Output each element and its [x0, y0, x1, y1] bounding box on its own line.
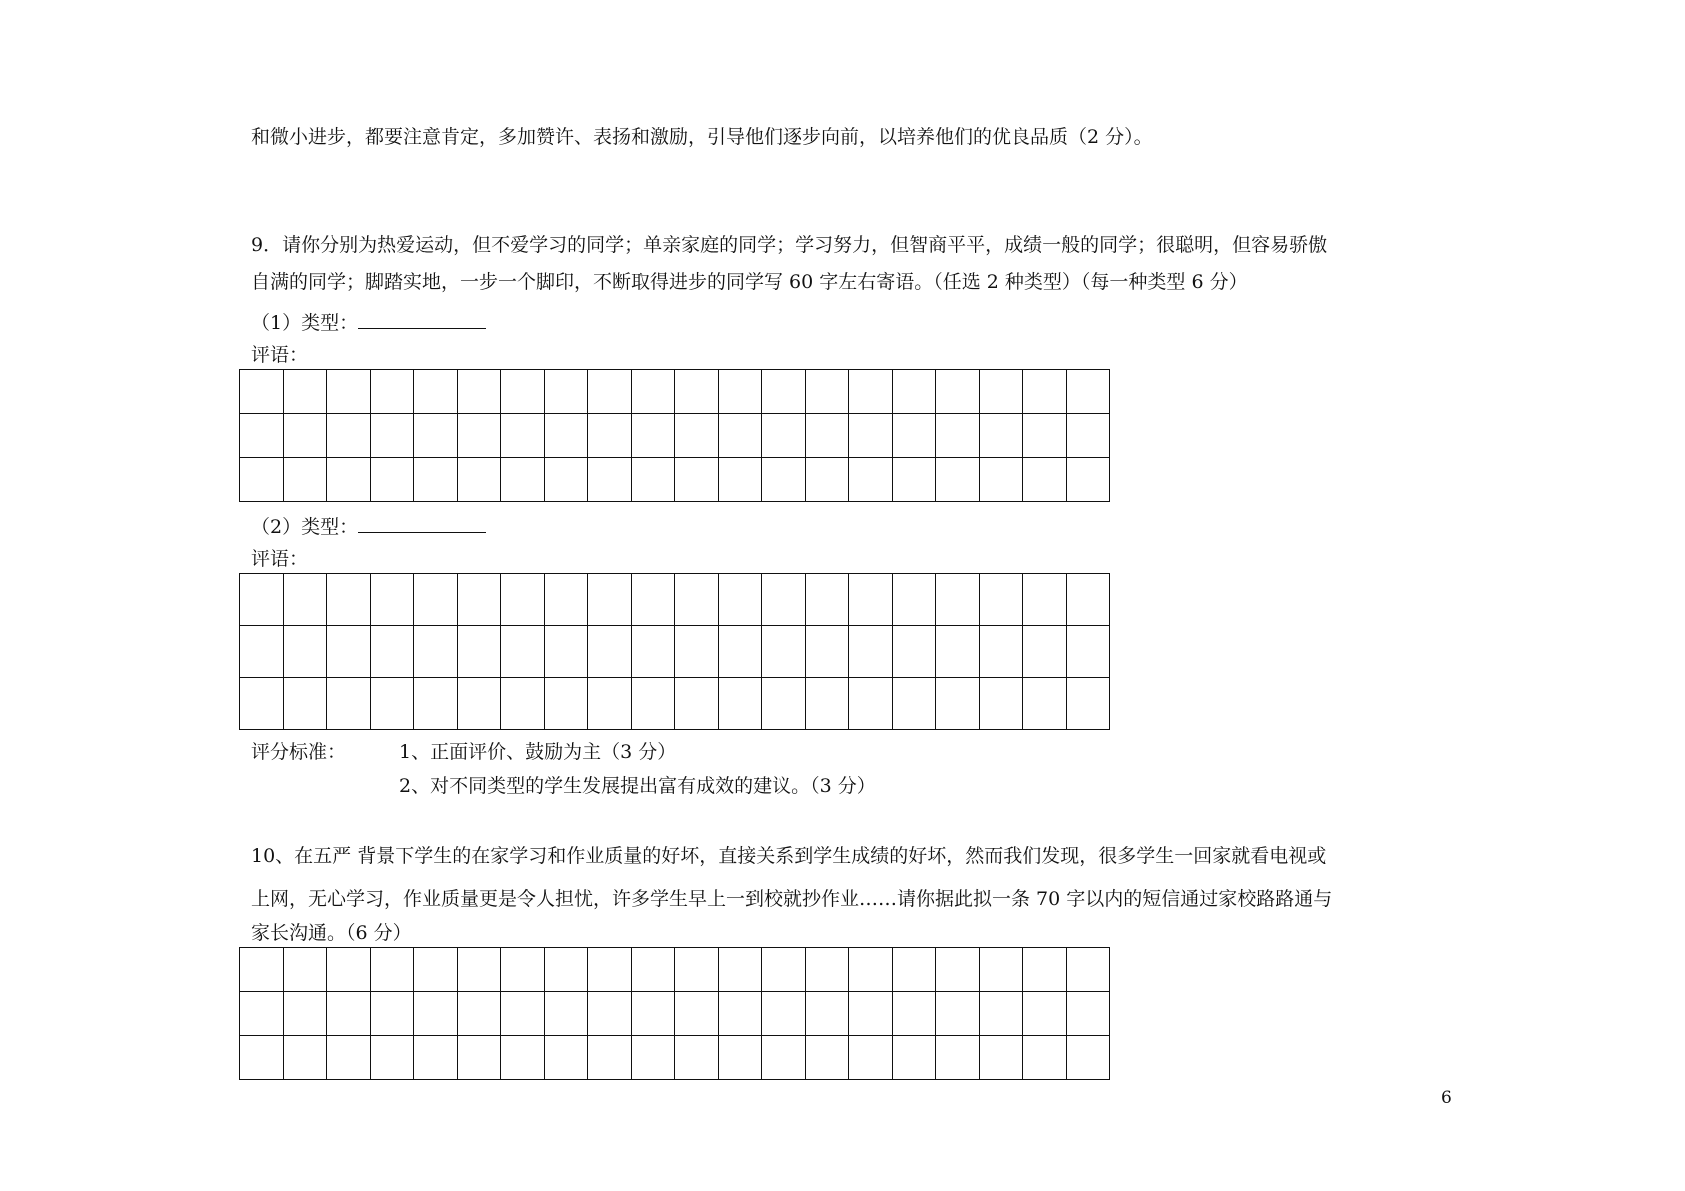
grid-cell[interactable]: [414, 414, 458, 458]
grid-cell[interactable]: [414, 1036, 458, 1080]
grid-cell[interactable]: [457, 1036, 501, 1080]
grid-cell[interactable]: [457, 678, 501, 730]
grid-cell[interactable]: [1023, 948, 1067, 992]
grid-cell[interactable]: [240, 414, 284, 458]
grid-cell[interactable]: [370, 948, 414, 992]
grid-cell[interactable]: [240, 948, 284, 992]
grid-cell[interactable]: [979, 414, 1023, 458]
answer-grid-2-body: [240, 574, 1110, 730]
grid-cell[interactable]: [327, 992, 371, 1036]
grid-cell[interactable]: [544, 626, 588, 678]
grid-cell[interactable]: [762, 992, 806, 1036]
grid-cell[interactable]: [370, 574, 414, 626]
grid-cell[interactable]: [457, 992, 501, 1036]
grid-cell[interactable]: [675, 678, 719, 730]
grid-cell[interactable]: [849, 370, 893, 414]
grid-row: [240, 992, 1110, 1036]
grid-cell[interactable]: [544, 992, 588, 1036]
grid-cell[interactable]: [936, 678, 980, 730]
grid-cell[interactable]: [283, 992, 327, 1036]
grid-cell[interactable]: [979, 678, 1023, 730]
grid-cell[interactable]: [544, 948, 588, 992]
answer-grid-2[interactable]: [239, 573, 1110, 730]
grid-cell[interactable]: [718, 1036, 762, 1080]
grid-cell[interactable]: [892, 1036, 936, 1080]
grid-cell[interactable]: [805, 458, 849, 502]
type2-blank[interactable]: [358, 515, 486, 533]
grid-cell[interactable]: [936, 1036, 980, 1080]
grid-cell[interactable]: [1066, 370, 1110, 414]
grid-cell[interactable]: [588, 948, 632, 992]
grid-cell[interactable]: [370, 626, 414, 678]
grid-cell[interactable]: [936, 626, 980, 678]
grid-cell[interactable]: [457, 948, 501, 992]
grid-cell[interactable]: [327, 626, 371, 678]
grid-cell[interactable]: [283, 414, 327, 458]
grid-cell[interactable]: [240, 1036, 284, 1080]
grid-cell[interactable]: [457, 458, 501, 502]
grid-cell[interactable]: [762, 370, 806, 414]
grid-row: [240, 948, 1110, 992]
grid-cell[interactable]: [501, 574, 545, 626]
grid-cell[interactable]: [501, 992, 545, 1036]
grid-cell[interactable]: [240, 458, 284, 502]
grid-row: [240, 458, 1110, 502]
answer-grid-1-body: [240, 370, 1110, 502]
answer-grid-3[interactable]: [239, 947, 1110, 1080]
grid-cell[interactable]: [631, 1036, 675, 1080]
grid-cell[interactable]: [892, 370, 936, 414]
grid-cell[interactable]: [283, 574, 327, 626]
grid-cell[interactable]: [327, 370, 371, 414]
grid-cell[interactable]: [805, 370, 849, 414]
grid-cell[interactable]: [544, 458, 588, 502]
type1-blank[interactable]: [358, 311, 486, 329]
grid-cell[interactable]: [762, 948, 806, 992]
grid-cell[interactable]: [370, 370, 414, 414]
grid-cell[interactable]: [327, 574, 371, 626]
grid-cell[interactable]: [718, 370, 762, 414]
grid-cell[interactable]: [1023, 678, 1067, 730]
grid-cell[interactable]: [1066, 678, 1110, 730]
grid-cell[interactable]: [588, 370, 632, 414]
grid-cell[interactable]: [805, 1036, 849, 1080]
grid-cell[interactable]: [588, 574, 632, 626]
grid-cell[interactable]: [805, 626, 849, 678]
grid-cell[interactable]: [370, 678, 414, 730]
grid-cell[interactable]: [762, 414, 806, 458]
grid-cell[interactable]: [675, 1036, 719, 1080]
grid-cell[interactable]: [762, 574, 806, 626]
grid-cell[interactable]: [718, 992, 762, 1036]
grid-row: [240, 574, 1110, 626]
grid-cell[interactable]: [1023, 626, 1067, 678]
grid-cell[interactable]: [588, 414, 632, 458]
q9-type1: [251, 311, 486, 333]
grid-cell[interactable]: [501, 948, 545, 992]
grid-cell[interactable]: [718, 414, 762, 458]
grid-row: [240, 678, 1110, 730]
grid-cell[interactable]: [501, 370, 545, 414]
grid-cell[interactable]: [1066, 1036, 1110, 1080]
type1-label: （1）类型：: [251, 312, 359, 334]
grid-cell[interactable]: [805, 414, 849, 458]
grid-cell[interactable]: [544, 678, 588, 730]
q9-comment1-label: 评语：: [251, 344, 309, 366]
grid-cell[interactable]: [327, 678, 371, 730]
grid-cell[interactable]: [979, 574, 1023, 626]
grid-cell[interactable]: [414, 948, 458, 992]
grid-cell[interactable]: [1066, 992, 1110, 1036]
grid-cell[interactable]: [675, 458, 719, 502]
grid-cell[interactable]: [979, 1036, 1023, 1080]
grid-cell[interactable]: [805, 574, 849, 626]
grid-cell[interactable]: [892, 992, 936, 1036]
grid-cell[interactable]: [501, 1036, 545, 1080]
grid-cell[interactable]: [805, 992, 849, 1036]
grid-cell[interactable]: [544, 574, 588, 626]
grid-cell[interactable]: [414, 574, 458, 626]
grid-cell[interactable]: [631, 626, 675, 678]
grid-cell[interactable]: [762, 678, 806, 730]
grid-cell[interactable]: [283, 458, 327, 502]
grid-cell[interactable]: [457, 626, 501, 678]
grid-cell[interactable]: [544, 370, 588, 414]
grid-cell[interactable]: [283, 1036, 327, 1080]
grid-cell[interactable]: [936, 574, 980, 626]
page-number: 6: [1441, 1088, 1452, 1108]
grid-cell[interactable]: [544, 414, 588, 458]
grid-cell[interactable]: [979, 626, 1023, 678]
grid-cell[interactable]: [631, 458, 675, 502]
grid-cell[interactable]: [588, 992, 632, 1036]
answer-grid-1[interactable]: [239, 369, 1110, 502]
grid-cell[interactable]: [718, 626, 762, 678]
grid-cell[interactable]: [588, 678, 632, 730]
grid-cell[interactable]: [849, 1036, 893, 1080]
grid-cell[interactable]: [1066, 626, 1110, 678]
grid-cell[interactable]: [544, 1036, 588, 1080]
grid-cell[interactable]: [718, 948, 762, 992]
grid-row: [240, 1036, 1110, 1080]
scoring-item-1: 1、正面评价、鼓励为主（3 分）: [399, 741, 677, 763]
grid-cell[interactable]: [414, 678, 458, 730]
q10-line1: 10、在五严 背景下学生的在家学习和作业质量的好坏，直接关系到学生成绩的好坏，然而我们发现，很多学生一回家就看电视或: [251, 845, 1327, 867]
grid-cell[interactable]: [501, 458, 545, 502]
grid-cell[interactable]: [1066, 414, 1110, 458]
q9-line2: 自满的同学；脚踏实地，一步一个脚印，不断取得进步的同学写 60 字左右寄语。（任选 2 种类型）（每一种类型 6 分）: [251, 271, 1248, 293]
continuation-line: 和微小进步，都要注意肯定，多加赞许、表扬和激励，引导他们逐步向前，以培养他们的优良品质（2 分）。: [251, 126, 1153, 148]
scoring-item-2: 2、对不同类型的学生发展提出富有成效的建议。（3 分）: [399, 775, 876, 797]
grid-cell[interactable]: [370, 992, 414, 1036]
grid-cell[interactable]: [240, 992, 284, 1036]
grid-cell[interactable]: [849, 414, 893, 458]
grid-cell[interactable]: [414, 458, 458, 502]
grid-cell[interactable]: [414, 992, 458, 1036]
grid-cell[interactable]: [675, 948, 719, 992]
grid-cell[interactable]: [327, 1036, 371, 1080]
grid-cell[interactable]: [414, 626, 458, 678]
grid-cell[interactable]: [892, 948, 936, 992]
grid-cell[interactable]: [240, 574, 284, 626]
grid-cell[interactable]: [631, 948, 675, 992]
grid-cell[interactable]: [849, 992, 893, 1036]
grid-cell[interactable]: [675, 574, 719, 626]
grid-cell[interactable]: [849, 574, 893, 626]
q9-comment2-label: 评语：: [251, 548, 309, 570]
grid-cell[interactable]: [501, 678, 545, 730]
grid-cell[interactable]: [762, 626, 806, 678]
grid-row: [240, 626, 1110, 678]
grid-cell[interactable]: [805, 948, 849, 992]
answer-grid-3-body: [240, 948, 1110, 1080]
grid-cell[interactable]: [1023, 1036, 1067, 1080]
grid-cell[interactable]: [631, 414, 675, 458]
grid-cell[interactable]: [936, 948, 980, 992]
grid-cell[interactable]: [675, 414, 719, 458]
grid-cell[interactable]: [283, 626, 327, 678]
grid-row: [240, 414, 1110, 458]
grid-cell[interactable]: [675, 992, 719, 1036]
grid-cell[interactable]: [240, 370, 284, 414]
grid-cell[interactable]: [762, 458, 806, 502]
grid-cell[interactable]: [1023, 370, 1067, 414]
grid-cell[interactable]: [240, 678, 284, 730]
grid-cell[interactable]: [501, 626, 545, 678]
grid-cell[interactable]: [805, 678, 849, 730]
grid-cell[interactable]: [457, 414, 501, 458]
grid-cell[interactable]: [892, 626, 936, 678]
grid-cell[interactable]: [849, 626, 893, 678]
grid-cell[interactable]: [718, 574, 762, 626]
grid-cell[interactable]: [892, 574, 936, 626]
grid-cell[interactable]: [675, 626, 719, 678]
grid-cell[interactable]: [457, 370, 501, 414]
grid-cell[interactable]: [588, 626, 632, 678]
grid-cell[interactable]: [1023, 458, 1067, 502]
grid-cell[interactable]: [892, 414, 936, 458]
q9-type2: [251, 515, 486, 537]
grid-cell[interactable]: [892, 458, 936, 502]
grid-cell[interactable]: [1066, 948, 1110, 992]
grid-cell[interactable]: [631, 574, 675, 626]
grid-cell[interactable]: [892, 678, 936, 730]
grid-row: [240, 370, 1110, 414]
grid-cell[interactable]: [718, 678, 762, 730]
grid-cell[interactable]: [327, 458, 371, 502]
grid-cell[interactable]: [1023, 992, 1067, 1036]
q10-line3: 家长沟通。（6 分）: [251, 922, 412, 944]
grid-cell[interactable]: [327, 414, 371, 458]
type2-label: （2）类型：: [251, 516, 359, 538]
grid-cell[interactable]: [327, 948, 371, 992]
grid-cell[interactable]: [631, 370, 675, 414]
grid-cell[interactable]: [283, 678, 327, 730]
grid-cell[interactable]: [979, 948, 1023, 992]
grid-cell[interactable]: [849, 948, 893, 992]
grid-cell[interactable]: [979, 458, 1023, 502]
grid-cell[interactable]: [414, 370, 458, 414]
grid-cell[interactable]: [1023, 574, 1067, 626]
grid-cell[interactable]: [588, 458, 632, 502]
grid-cell[interactable]: [370, 414, 414, 458]
grid-cell[interactable]: [936, 414, 980, 458]
grid-cell[interactable]: [936, 458, 980, 502]
grid-cell[interactable]: [762, 1036, 806, 1080]
grid-cell[interactable]: [1066, 458, 1110, 502]
grid-cell[interactable]: [588, 1036, 632, 1080]
grid-cell[interactable]: [370, 1036, 414, 1080]
grid-cell[interactable]: [979, 992, 1023, 1036]
grid-cell[interactable]: [631, 992, 675, 1036]
scoring-label: 评分标准：: [251, 741, 347, 763]
grid-cell[interactable]: [283, 948, 327, 992]
grid-cell[interactable]: [979, 370, 1023, 414]
grid-cell[interactable]: [1066, 574, 1110, 626]
grid-cell[interactable]: [631, 678, 675, 730]
grid-cell[interactable]: [675, 370, 719, 414]
grid-cell[interactable]: [1023, 414, 1067, 458]
grid-cell[interactable]: [283, 370, 327, 414]
grid-cell[interactable]: [718, 458, 762, 502]
grid-cell[interactable]: [936, 992, 980, 1036]
grid-cell[interactable]: [936, 370, 980, 414]
grid-cell[interactable]: [370, 458, 414, 502]
q9-line1: 9．请你分别为热爱运动，但不爱学习的同学；单亲家庭的同学；学习努力，但智商平平，成绩一般的同学；很聪明，但容易骄傲: [251, 234, 1328, 256]
grid-cell[interactable]: [849, 678, 893, 730]
q10-line2: 上网，无心学习，作业质量更是令人担忧，许多学生早上一到校就抄作业……请你据此拟一条 70 字以内的短信通过家校路路通与: [251, 888, 1333, 910]
grid-cell[interactable]: [501, 414, 545, 458]
grid-cell[interactable]: [240, 626, 284, 678]
grid-cell[interactable]: [457, 574, 501, 626]
grid-cell[interactable]: [849, 458, 893, 502]
